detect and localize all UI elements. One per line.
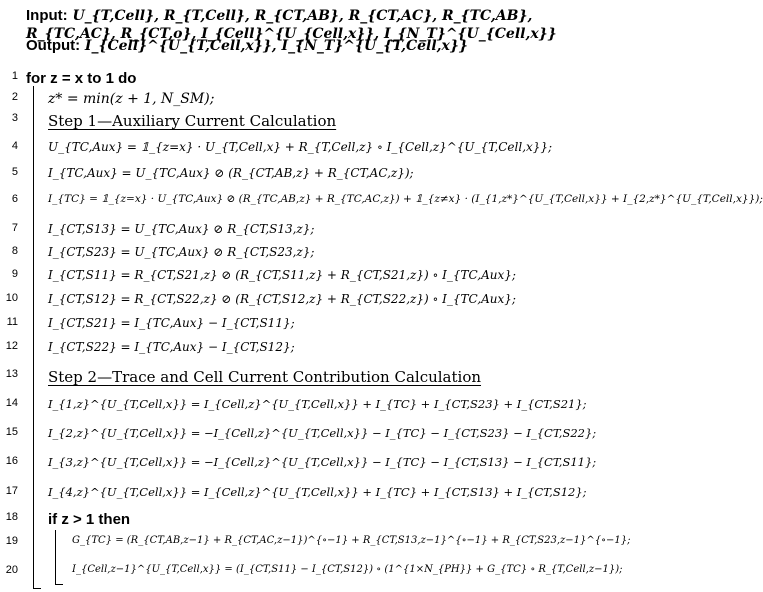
line-number: 8 [11, 245, 18, 257]
line-text: I_{3,z}^{U_{T,Cell,x}} = −I_{Cell,z}^{U_{T,Cell,x}} − I_{TC} − I_{CT,S13} − I_{CT,S11}; [48, 455, 597, 469]
line-number: 3 [11, 112, 18, 124]
line-text: I_{1,z}^{U_{T,Cell,x}} = I_{Cell,z}^{U_{T,Cell,x}} + I_{TC} + I_{CT,S23} + I_{CT,S21}; [48, 397, 587, 411]
line-number: 20 [5, 564, 18, 576]
for-block-bar [33, 86, 34, 588]
line-text: I_{CT,S13} = U_{TC,Aux} ⊘ R_{CT,S13,z}; [48, 222, 315, 236]
line-text: I_{CT,S11} = R_{CT,S21,z} ⊘ (R_{CT,S11,z} + R_{CT,S21,z}) ∘ I_{TC,Aux}; [48, 268, 516, 282]
line-text: U_{TC,Aux} = 𝟙_{z=x} · U_{T,Cell,x} + R_{T,Cell,z} ∘ I_{Cell,z}^{U_{T,Cell,x}}; [48, 140, 553, 154]
line-number: 18 [5, 511, 18, 523]
line-text: I_{TC,Aux} = U_{TC,Aux} ⊘ (R_{CT,AB,z} + R_{CT,AC,z}); [48, 166, 414, 180]
line-number: 16 [5, 455, 18, 467]
line-text: I_{2,z}^{U_{T,Cell,x}} = −I_{Cell,z}^{U_{T,Cell,x}} − I_{TC} − I_{CT,S23} − I_{CT,S22}; [48, 426, 597, 440]
if-block-end [55, 584, 63, 585]
line-number: 12 [5, 340, 18, 352]
output-label: Output: [26, 37, 81, 54]
line-text: I_{CT,S23} = U_{TC,Aux} ⊘ R_{CT,S23,z}; [48, 245, 315, 259]
input-vars: U_{T,Cell}, R_{T,Cell}, R_{CT,AB}, R_{CT,AC}, R_{TC,AB}, R_{TC,AC}, R_{CT,o}, I_{Cell}^{U_{Cell,x}}, I_{N_T}^{U_{Cell,x}} [26, 8, 557, 42]
if-block-bar [55, 530, 56, 584]
line-number: 7 [11, 222, 18, 234]
line-text: I_{TC} = 𝟙_{z=x} · U_{TC,Aux} ⊘ (R_{TC,AB,z} + R_{TC,AC,z}) + 𝟙_{z≠x} · (I_{1,z*}^{U_{T,Cell,x}} + I_{2,z*}^{U_{T,Cell,x}}); [48, 193, 763, 205]
line-number: 11 [6, 316, 18, 328]
line-number: 10 [5, 292, 18, 304]
line-number: 9 [11, 268, 18, 280]
line-text: I_{CT,S22} = I_{TC,Aux} − I_{CT,S12}; [48, 340, 295, 354]
output-vars: I_{Cell}^{U_{T,Cell,x}}, I_{N_T}^{U_{T,Cell,x}} [84, 38, 468, 54]
line-number: 13 [5, 368, 18, 380]
line-number: 1 [11, 70, 18, 82]
line-number: 5 [11, 166, 18, 178]
line-text: for z = x to 1 do [26, 70, 137, 87]
line-text: G_{TC} = (R_{CT,AB,z−1} + R_{CT,AC,z−1})^{∘−1} + R_{CT,S13,z−1}^{∘−1} + R_{CT,S23,z−1}^{∘−1}; [72, 535, 631, 546]
line-number: 19 [5, 535, 18, 547]
line-text: I_{CT,S21} = I_{TC,Aux} − I_{CT,S11}; [48, 316, 295, 330]
line-number: 17 [5, 485, 18, 497]
line-text: z* = min(z + 1, N_SM); [48, 91, 215, 107]
line-text: I_{Cell,z−1}^{U_{T,Cell,x}} = (I_{CT,S11} − I_{CT,S12}) ∘ (1^{1×N_{PH}} + G_{TC} ∘ R_{T,Cell,z−1}); [72, 564, 623, 575]
line-text: Step 1—Auxiliary Current Calculation [48, 112, 337, 130]
line-text: Step 2—Trace and Cell Current Contribution Calculation [48, 368, 482, 386]
line-number: 4 [11, 140, 18, 152]
line-number: 14 [5, 397, 18, 409]
line-text: if z > 1 then [48, 511, 131, 528]
for-block-end [33, 588, 41, 589]
line-number: 6 [11, 193, 18, 205]
input-label: Input: [26, 7, 68, 24]
line-text: I_{CT,S12} = R_{CT,S22,z} ⊘ (R_{CT,S12,z} + R_{CT,S22,z}) ∘ I_{TC,Aux}; [48, 292, 516, 306]
line-number: 15 [5, 426, 18, 438]
line-text: I_{4,z}^{U_{T,Cell,x}} = I_{Cell,z}^{U_{T,Cell,x}} + I_{TC} + I_{CT,S13} + I_{CT,S12}; [48, 485, 587, 499]
line-number: 2 [11, 91, 18, 103]
algorithm-output [26, 36, 468, 54]
